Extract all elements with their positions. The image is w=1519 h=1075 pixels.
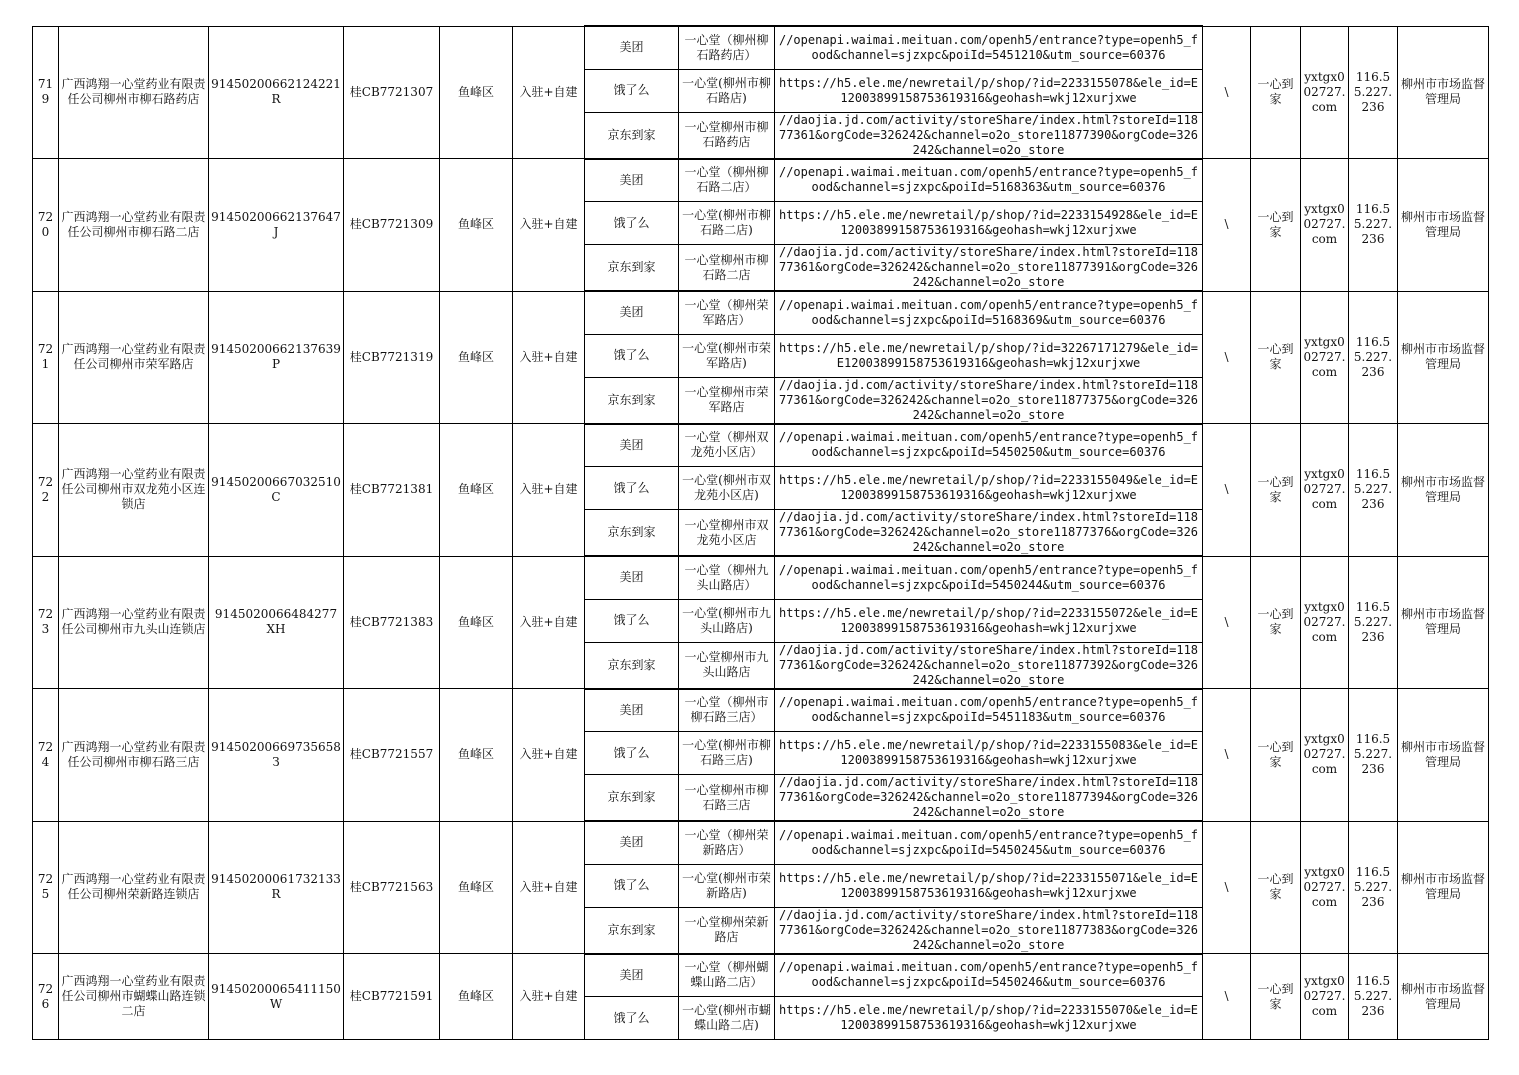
shop-url: //daojia.jd.com/activity/storeShare/index.html?storeId=11877361&orgCode=326242&channel=o2o_store11877376&orgCode=326242&channel=o2o_store bbox=[775, 510, 1203, 557]
platform-name: 美团 bbox=[585, 954, 679, 997]
platform-name: 美团 bbox=[585, 821, 679, 864]
operation-mode: 入驻+自建 bbox=[513, 159, 585, 292]
email: yxtgx002727.com bbox=[1301, 159, 1349, 292]
row-number: 725 bbox=[33, 821, 59, 954]
app-name: 一心到家 bbox=[1251, 291, 1301, 424]
company-name: 广西鸿翔一心堂药业有限责任公司柳州荣新路连锁店 bbox=[59, 821, 209, 954]
shop-url: //openapi.waimai.meituan.com/openh5/entrance?type=openh5_food&channel=sjzxpc&poiId=5451183&utm_source=60376 bbox=[775, 689, 1203, 732]
shop-url: https://h5.ele.me/newretail/p/shop/?id=2233154928&ele_id=E12003899158753619316&geohash=wkj12xurjxwe bbox=[775, 202, 1203, 245]
regulator: 柳州市市场监督管理局 bbox=[1398, 556, 1489, 689]
shop-url: //openapi.waimai.meituan.com/openh5/entrance?type=openh5_food&channel=sjzxpc&poiId=5451210&utm_source=60376 bbox=[775, 26, 1203, 69]
row-number: 721 bbox=[33, 291, 59, 424]
platform-name: 饿了么 bbox=[585, 334, 679, 377]
company-name: 广西鸿翔一心堂药业有限责任公司柳州市双龙苑小区连锁店 bbox=[59, 424, 209, 557]
ip-address: 116.55.227.236 bbox=[1349, 689, 1398, 822]
shop-name: 一心堂(柳州市九头山路店) bbox=[679, 599, 775, 642]
shop-url: //daojia.jd.com/activity/storeShare/index.html?storeId=11877361&orgCode=326242&channel=o2o_store11877375&orgCode=326242&channel=o2o_store bbox=[775, 377, 1203, 424]
district: 鱼峰区 bbox=[440, 689, 513, 822]
separator-cell: \ bbox=[1203, 291, 1251, 424]
shop-url: //openapi.waimai.meituan.com/openh5/entrance?type=openh5_food&channel=sjzxpc&poiId=5450250&utm_source=60376 bbox=[775, 424, 1203, 467]
spreadsheet-page bbox=[32, 25, 1488, 1032]
shop-name: 一心堂（柳州蝴蝶山路二店） bbox=[679, 954, 775, 997]
email: yxtgx002727.com bbox=[1301, 556, 1349, 689]
platform-name: 饿了么 bbox=[585, 864, 679, 907]
app-name: 一心到家 bbox=[1251, 424, 1301, 557]
license-number: 桂CB7721563 bbox=[344, 821, 440, 954]
shop-url: //daojia.jd.com/activity/storeShare/index.html?storeId=11877361&orgCode=326242&channel=o2o_store11877392&orgCode=326242&channel=o2o_store bbox=[775, 642, 1203, 689]
shop-url: //daojia.jd.com/activity/storeShare/index.html?storeId=11877361&orgCode=326242&channel=o2o_store11877391&orgCode=326242&channel=o2o_store bbox=[775, 245, 1203, 292]
district: 鱼峰区 bbox=[440, 159, 513, 292]
shop-name: 一心堂（柳州双龙苑小区店） bbox=[679, 424, 775, 467]
table-row bbox=[33, 556, 1489, 599]
shop-name: 一心堂（柳州柳石路二店） bbox=[679, 159, 775, 202]
shop-url: //daojia.jd.com/activity/storeShare/index.html?storeId=11877361&orgCode=326242&channel=o2o_store11877390&orgCode=326242&channel=o2o_store bbox=[775, 112, 1203, 159]
platform-name: 饿了么 bbox=[585, 599, 679, 642]
shop-name: 一心堂(柳州市柳石路店) bbox=[679, 69, 775, 112]
platform-name: 饿了么 bbox=[585, 69, 679, 112]
regulator: 柳州市市场监督管理局 bbox=[1398, 954, 1489, 1040]
district: 鱼峰区 bbox=[440, 821, 513, 954]
row-number: 723 bbox=[33, 556, 59, 689]
separator-cell: \ bbox=[1203, 954, 1251, 1040]
table-row bbox=[33, 26, 1489, 69]
shop-url: https://h5.ele.me/newretail/p/shop/?id=2233155070&ele_id=E12003899158753619316&geohash=wkj12xurjxwe bbox=[775, 997, 1203, 1040]
app-name: 一心到家 bbox=[1251, 689, 1301, 822]
license-number: 桂CB7721381 bbox=[344, 424, 440, 557]
shop-url: //openapi.waimai.meituan.com/openh5/entrance?type=openh5_food&channel=sjzxpc&poiId=5168363&utm_source=60376 bbox=[775, 159, 1203, 202]
platform-name: 饿了么 bbox=[585, 732, 679, 775]
license-number: 桂CB7721309 bbox=[344, 159, 440, 292]
shop-url: //openapi.waimai.meituan.com/openh5/entrance?type=openh5_food&channel=sjzxpc&poiId=5450244&utm_source=60376 bbox=[775, 556, 1203, 599]
app-name: 一心到家 bbox=[1251, 954, 1301, 1040]
table-row bbox=[33, 689, 1489, 732]
table-row bbox=[33, 291, 1489, 334]
store-registry-table bbox=[32, 25, 1489, 1040]
operation-mode: 入驻+自建 bbox=[513, 424, 585, 557]
shop-name: 一心堂(柳州市荣军路店) bbox=[679, 334, 775, 377]
regulator: 柳州市市场监督管理局 bbox=[1398, 291, 1489, 424]
company-name: 广西鸿翔一心堂药业有限责任公司柳州市柳石路三店 bbox=[59, 689, 209, 822]
email: yxtgx002727.com bbox=[1301, 26, 1349, 159]
platform-name: 京东到家 bbox=[585, 775, 679, 822]
row-number: 724 bbox=[33, 689, 59, 822]
app-name: 一心到家 bbox=[1251, 26, 1301, 159]
separator-cell: \ bbox=[1203, 159, 1251, 292]
credit-code: 9145020066484277XH bbox=[209, 556, 344, 689]
operation-mode: 入驻+自建 bbox=[513, 291, 585, 424]
ip-address: 116.55.227.236 bbox=[1349, 821, 1398, 954]
separator-cell: \ bbox=[1203, 556, 1251, 689]
ip-address: 116.55.227.236 bbox=[1349, 291, 1398, 424]
shop-name: 一心堂(柳州市双龙苑小区店) bbox=[679, 467, 775, 510]
shop-url: //daojia.jd.com/activity/storeShare/index.html?storeId=11877361&orgCode=326242&channel=o2o_store11877383&orgCode=326242&channel=o2o_store bbox=[775, 907, 1203, 954]
ip-address: 116.55.227.236 bbox=[1349, 954, 1398, 1040]
row-number: 722 bbox=[33, 424, 59, 557]
shop-url: https://h5.ele.me/newretail/p/shop/?id=2233155083&ele_id=E12003899158753619316&geohash=wkj12xurjxwe bbox=[775, 732, 1203, 775]
email: yxtgx002727.com bbox=[1301, 954, 1349, 1040]
operation-mode: 入驻+自建 bbox=[513, 954, 585, 1040]
shop-name: 一心堂(柳州市柳石路三店) bbox=[679, 732, 775, 775]
platform-name: 京东到家 bbox=[585, 510, 679, 557]
license-number: 桂CB7721557 bbox=[344, 689, 440, 822]
operation-mode: 入驻+自建 bbox=[513, 821, 585, 954]
app-name: 一心到家 bbox=[1251, 159, 1301, 292]
operation-mode: 入驻+自建 bbox=[513, 556, 585, 689]
table-row bbox=[33, 821, 1489, 864]
credit-code: 91450200662137647J bbox=[209, 159, 344, 292]
license-number: 桂CB7721591 bbox=[344, 954, 440, 1040]
shop-name: 一心堂（柳州市柳石路三店） bbox=[679, 689, 775, 732]
credit-code: 91450200065411150W bbox=[209, 954, 344, 1040]
email: yxtgx002727.com bbox=[1301, 821, 1349, 954]
shop-name: 一心堂柳州市柳石路二店 bbox=[679, 245, 775, 292]
row-number: 719 bbox=[33, 26, 59, 159]
app-name: 一心到家 bbox=[1251, 556, 1301, 689]
shop-name: 一心堂(柳州市蝴蝶山路二店) bbox=[679, 997, 775, 1040]
shop-name: 一心堂（柳州柳石路药店） bbox=[679, 26, 775, 69]
platform-name: 京东到家 bbox=[585, 907, 679, 954]
regulator: 柳州市市场监督管理局 bbox=[1398, 424, 1489, 557]
shop-name: 一心堂（柳州九头山路店） bbox=[679, 556, 775, 599]
credit-code: 91450200061732133R bbox=[209, 821, 344, 954]
district: 鱼峰区 bbox=[440, 424, 513, 557]
company-name: 广西鸿翔一心堂药业有限责任公司柳州市柳石路药店 bbox=[59, 26, 209, 159]
district: 鱼峰区 bbox=[440, 26, 513, 159]
app-name: 一心到家 bbox=[1251, 821, 1301, 954]
ip-address: 116.55.227.236 bbox=[1349, 556, 1398, 689]
shop-url: https://h5.ele.me/newretail/p/shop/?id=2233155049&ele_id=E12003899158753619316&geohash=wkj12xurjxwe bbox=[775, 467, 1203, 510]
table-row bbox=[33, 424, 1489, 467]
regulator: 柳州市市场监督管理局 bbox=[1398, 26, 1489, 159]
shop-url: //daojia.jd.com/activity/storeShare/index.html?storeId=11877361&orgCode=326242&channel=o2o_store11877394&orgCode=326242&channel=o2o_store bbox=[775, 775, 1203, 822]
shop-url: //openapi.waimai.meituan.com/openh5/entrance?type=openh5_food&channel=sjzxpc&poiId=5450246&utm_source=60376 bbox=[775, 954, 1203, 997]
row-number: 720 bbox=[33, 159, 59, 292]
license-number: 桂CB7721383 bbox=[344, 556, 440, 689]
table-row bbox=[33, 159, 1489, 202]
platform-name: 饿了么 bbox=[585, 467, 679, 510]
shop-url: //openapi.waimai.meituan.com/openh5/entrance?type=openh5_food&channel=sjzxpc&poiId=5168369&utm_source=60376 bbox=[775, 291, 1203, 334]
platform-name: 美团 bbox=[585, 689, 679, 732]
operation-mode: 入驻+自建 bbox=[513, 26, 585, 159]
company-name: 广西鸿翔一心堂药业有限责任公司柳州市蝴蝶山路连锁二店 bbox=[59, 954, 209, 1040]
platform-name: 美团 bbox=[585, 26, 679, 69]
platform-name: 美团 bbox=[585, 556, 679, 599]
shop-name: 一心堂柳州市柳石路药店 bbox=[679, 112, 775, 159]
ip-address: 116.55.227.236 bbox=[1349, 159, 1398, 292]
company-name: 广西鸿翔一心堂药业有限责任公司柳州市柳石路二店 bbox=[59, 159, 209, 292]
platform-name: 京东到家 bbox=[585, 377, 679, 424]
email: yxtgx002727.com bbox=[1301, 689, 1349, 822]
credit-code: 91450200669735658З bbox=[209, 689, 344, 822]
shop-url: https://h5.ele.me/newretail/p/shop/?id=2233155078&ele_id=E12003899158753619316&geohash=wkj12xurjxwe bbox=[775, 69, 1203, 112]
platform-name: 京东到家 bbox=[585, 245, 679, 292]
license-number: 桂CB7721307 bbox=[344, 26, 440, 159]
shop-name: 一心堂柳州荣新路店 bbox=[679, 907, 775, 954]
shop-name: 一心堂(柳州市荣新路店) bbox=[679, 864, 775, 907]
table-row bbox=[33, 954, 1489, 997]
company-name: 广西鸿翔一心堂药业有限责任公司柳州市荣军路店 bbox=[59, 291, 209, 424]
shop-name: 一心堂柳州市荣军路店 bbox=[679, 377, 775, 424]
credit-code: 91450200662124221R bbox=[209, 26, 344, 159]
regulator: 柳州市市场监督管理局 bbox=[1398, 159, 1489, 292]
credit-code: 91450200667032510C bbox=[209, 424, 344, 557]
shop-url: https://h5.ele.me/newretail/p/shop/?id=2233155071&ele_id=E12003899158753619316&geohash=wkj12xurjxwe bbox=[775, 864, 1203, 907]
platform-name: 美团 bbox=[585, 291, 679, 334]
shop-name: 一心堂(柳州市柳石路二店) bbox=[679, 202, 775, 245]
platform-name: 美团 bbox=[585, 159, 679, 202]
email: yxtgx002727.com bbox=[1301, 291, 1349, 424]
separator-cell: \ bbox=[1203, 424, 1251, 557]
shop-url: //openapi.waimai.meituan.com/openh5/entrance?type=openh5_food&channel=sjzxpc&poiId=5450245&utm_source=60376 bbox=[775, 821, 1203, 864]
ip-address: 116.55.227.236 bbox=[1349, 26, 1398, 159]
separator-cell: \ bbox=[1203, 689, 1251, 822]
regulator: 柳州市市场监督管理局 bbox=[1398, 689, 1489, 822]
company-name: 广西鸿翔一心堂药业有限责任公司柳州市九头山连锁店 bbox=[59, 556, 209, 689]
ip-address: 116.55.227.236 bbox=[1349, 424, 1398, 557]
platform-name: 美团 bbox=[585, 424, 679, 467]
platform-name: 饿了么 bbox=[585, 997, 679, 1040]
email: yxtgx002727.com bbox=[1301, 424, 1349, 557]
platform-name: 京东到家 bbox=[585, 112, 679, 159]
shop-url: https://h5.ele.me/newretail/p/shop/?id=2233155072&ele_id=E12003899158753619316&geohash=wkj12xurjxwe bbox=[775, 599, 1203, 642]
shop-name: 一心堂柳州市柳石路三店 bbox=[679, 775, 775, 822]
district: 鱼峰区 bbox=[440, 954, 513, 1040]
credit-code: 91450200662137639P bbox=[209, 291, 344, 424]
district: 鱼峰区 bbox=[440, 291, 513, 424]
platform-name: 京东到家 bbox=[585, 642, 679, 689]
shop-url: https://h5.ele.me/newretail/p/shop/?id=32267171279&ele_id=E12003899158753619316&geohash=wkj12xurjxwe bbox=[775, 334, 1203, 377]
shop-name: 一心堂柳州市双龙苑小区店 bbox=[679, 510, 775, 557]
district: 鱼峰区 bbox=[440, 556, 513, 689]
row-number: 726 bbox=[33, 954, 59, 1040]
separator-cell: \ bbox=[1203, 26, 1251, 159]
platform-name: 饿了么 bbox=[585, 202, 679, 245]
license-number: 桂CB7721319 bbox=[344, 291, 440, 424]
separator-cell: \ bbox=[1203, 821, 1251, 954]
shop-name: 一心堂（柳州荣军路店） bbox=[679, 291, 775, 334]
shop-name: 一心堂（柳州荣新路店） bbox=[679, 821, 775, 864]
regulator: 柳州市市场监督管理局 bbox=[1398, 821, 1489, 954]
shop-name: 一心堂柳州市九头山路店 bbox=[679, 642, 775, 689]
operation-mode: 入驻+自建 bbox=[513, 689, 585, 822]
